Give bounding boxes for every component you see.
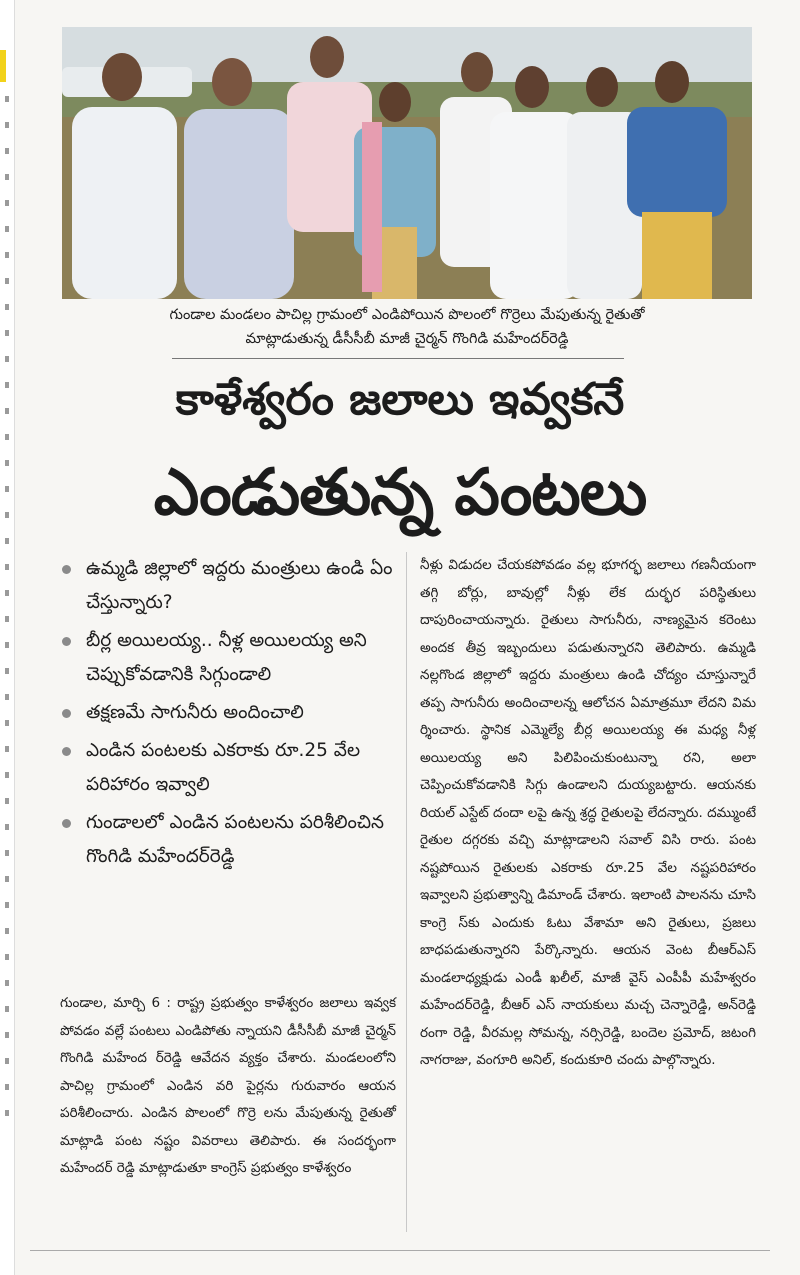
bullet-dot (62, 637, 71, 646)
news-photo (62, 27, 752, 299)
caption-line-2: మాట్లాడుతున్న డీసీసీబీ మాజీ చైర్మన్ గొంగిడి మహేందర్‌రెడ్డి (245, 331, 569, 347)
headline-line-2: ఎండుతున్న పంటలు (153, 456, 647, 530)
article-body-left: గుండాల, మార్చి 6 : రాష్ట్ర ప్రభుత్వం కాళేశ్వరం జలాలు ఇవ్వక పోవడం వల్లే పంటలు ఎండిపోతు న్నాయని డీసీసీబీ మాజీ చైర్మన్ గొంగిడి మహేంద ర్‌రెడ్డి ఆవేదన వ్యక్తం చేశారు. మండలంలోని పాచిల్ల గ్రామంలో ఎండిన వరి పైర్లను గురువారం ఆయన పరిశీలించారు. ఎండిన పొలంలో గొర్రె లను మేపుతున్న రైతుతో మాట్లాడి పంట నష్టం వివరాలు తెలిపారు. ఈ సందర్భంగా మహేందర్ రెడ్డి మాట్లాడుతూ కాంగ్రెస్ ప్రభుత్వం కాళేశ్వరం (60, 995, 396, 1176)
bullet-dot (62, 709, 71, 718)
highlight-item: తక్షణమే సాగునీరు అందించాలి (58, 696, 394, 730)
article-body-right: నీళ్లు విడుదల చేయకపోవడం వల్ల భూగర్భ జలాలు గణనీయంగా తగ్గి బోర్లు, బావుల్లో నీళ్లు లేక దుర్భర పరిస్థితులు దాపురించాయన్నారు. రైతులు సాగునీరు, నాణ్యమైన కరెంటు అందక తీవ్ర ఇబ్బందులు పడుతున్నారని తెలిపారు. ఉమ్మడి నల్లగొండ జిల్లాలో ఇద్దరు మంత్రులు ఉండి చోద్యం చూస్తున్నారే తప్ప సాగునీరు అందించాలన్న ఆలోచన ఏమాత్రమూ లేదని విమ ర్శించారు. స్థానిక ఎమ్మెల్యే బీర్ల అయిలయ్య ఈ మధ్య నీళ్ల అయిలయ్య అని పిలిపించుకుంటున్నా రని, అలా చెప్పించుకోవడానికి సిగ్గు ఉండాలని దుయ్యబట్టారు. ఆయనకు రియల్ ఎస్టేట్ దందా లపై ఉన్న శ్రద్ధ రైతులపై లేదన్నారు. దమ్ముంటే రైతుల దగ్గరకు వచ్చి మాట్లాడాలని సవాల్ విసి రారు. పంట నష్టపోయిన రైతులకు ఎకరాకు రూ.25 వేల నష్టపరిహారం ఇవ్వాలని ప్రభుత్వాన్ని డిమాండ్ చేశారు. ఇలాంటి పాలనను చూసి కాంగ్రె స్‌కు ఎందుకు ఓటు వేశామా అని రైతులు, ప్రజలు బాధపడుతున్నారని పేర్కొన్నారు. ఆయన వెంట బీఆర్ఎస్ మండలాధ్యక్షుడు ఎండీ ఖలీల్, మాజీ వైస్ ఎంపీపీ మహేశ్వరం మహేందర్‌రెడ్డి, బీఆర్ ఎస్ నాయకులు మచ్చ చెన్నారెడ్డి, అన్‌రెడ్డి రంగా రెడ్డి, వీరమల్ల సోమన్న, నర్సిరెడ్డి, బందెల ప్రమోద్, జటంగి నాగరాజు, వంగూరి అనిల్, కందుకూరి చందు పాల్గొన్నారు. (420, 557, 756, 1068)
highlight-item: ఎండిన పంటలకు ఎకరాకు రూ.25 వేల పరిహారం ఇవ్వాలి (58, 734, 394, 802)
edge-dots (5, 96, 9, 1126)
bullet-dot (62, 819, 71, 828)
highlight-item: ఉమ్మడి జిల్లాలో ఇద్దరు మంత్రులు ఉండి ఏం చేస్తున్నారు? (58, 552, 394, 620)
caption-divider (172, 358, 624, 359)
page-edge-strip (0, 0, 15, 1275)
edge-marker (0, 50, 6, 82)
highlight-item: బీర్ల అయిలయ్య.. నీళ్ల అయిలయ్య అని చెప్పుకోవడానికి సిగ్గుండాలి (58, 624, 394, 692)
photo-caption (62, 303, 752, 351)
caption-line-1: గుండాల మండలం పాచిల్ల గ్రామంలో ఎండిపోయిన పొలంలో గొర్రెలు మేపుతున్న రైతుతో (169, 307, 645, 323)
bullet-dot (62, 565, 71, 574)
bullet-dot (62, 747, 71, 756)
highlights-list (58, 552, 394, 878)
photo-illustration (62, 27, 752, 299)
column-divider (406, 552, 407, 1232)
highlight-item: గుండాలలో ఎండిన పంటలను పరిశీలించిన గొంగిడి మహేందర్‌రెడ్డి (58, 806, 394, 874)
headline-line-1: కాళేశ్వరం జలాలు ఇవ్వకనే (175, 374, 625, 425)
bottom-divider (30, 1250, 770, 1251)
